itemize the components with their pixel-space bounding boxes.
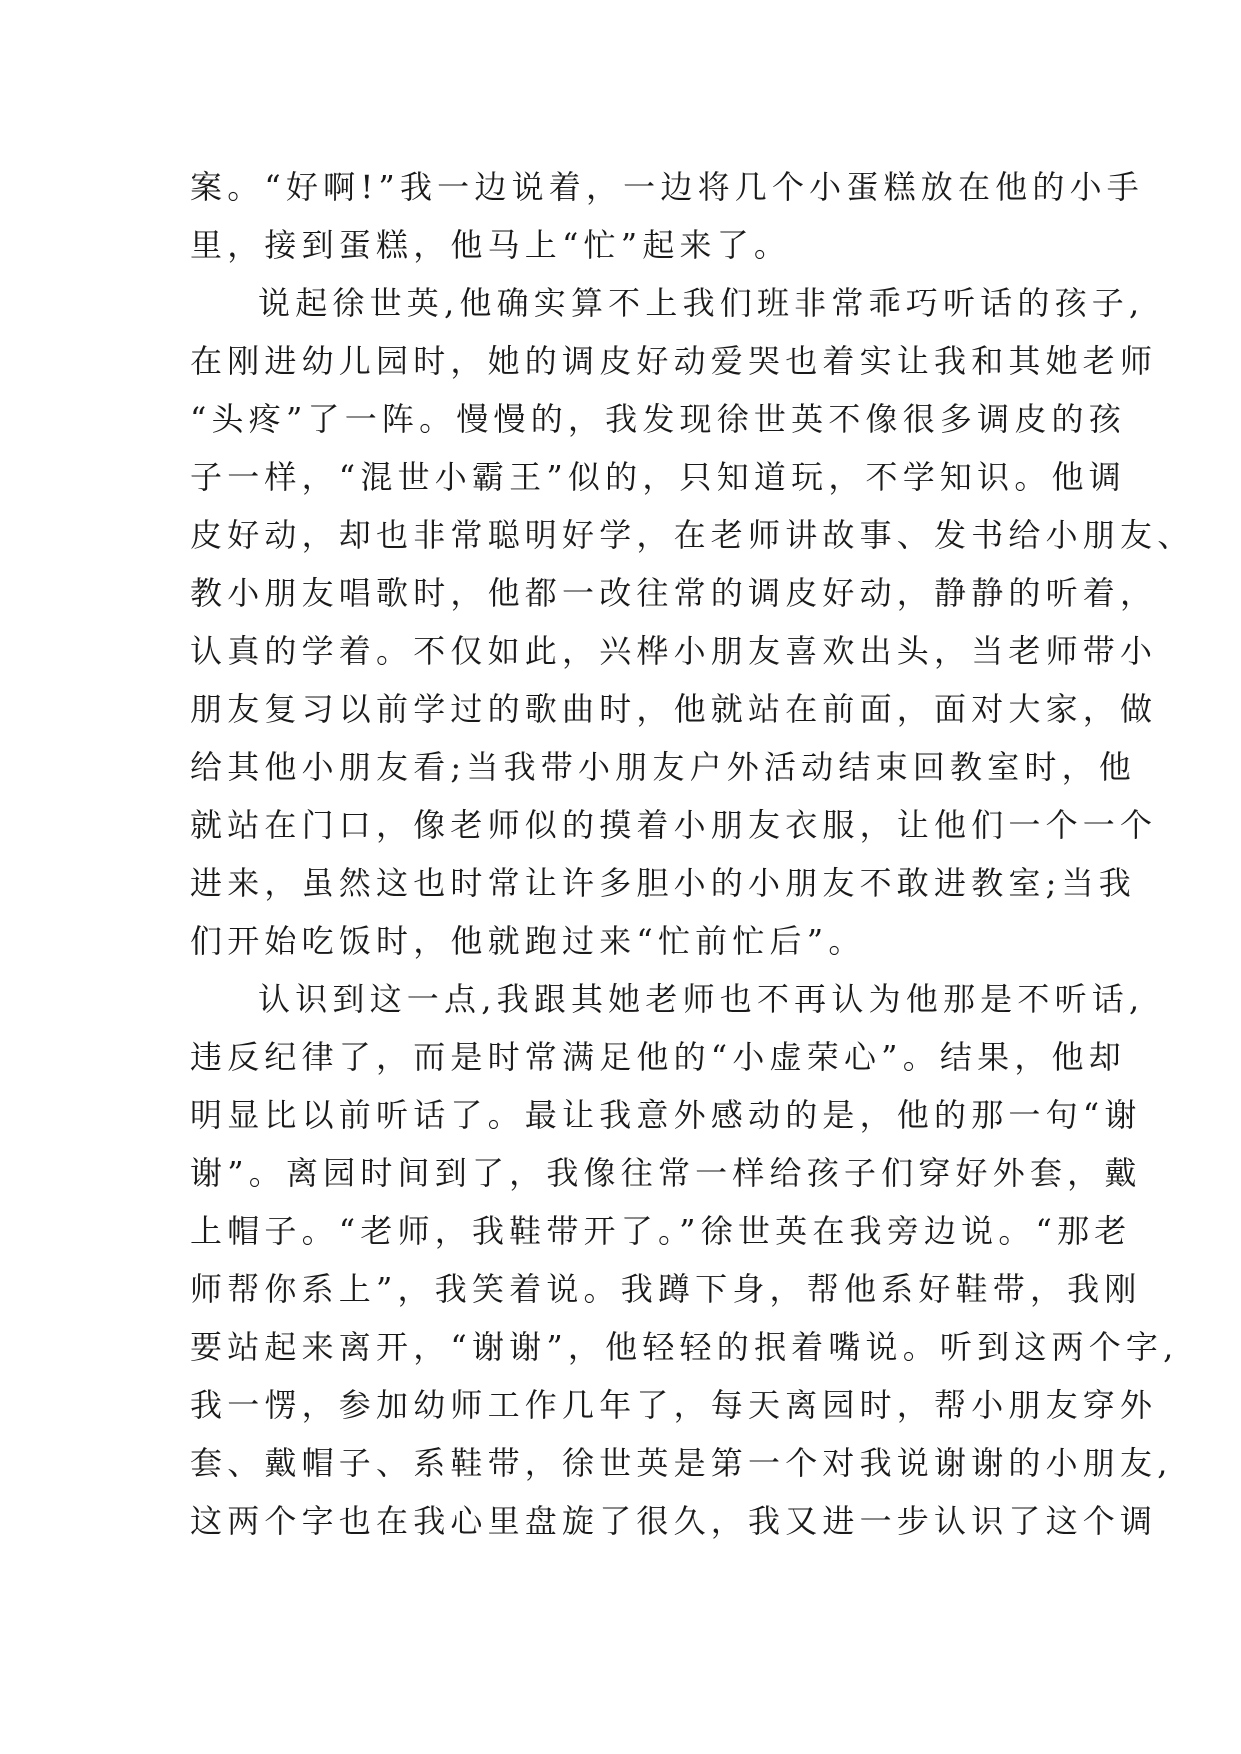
text-line: 明显比以前听话了。最让我意外感动的是，他的那一句“谢: [190, 1096, 1142, 1134]
paragraph-3: [190, 970, 1179, 1550]
paragraph-2: [190, 274, 1195, 970]
text-line: 这两个字也在我心里盘旋了很久，我又进一步认识了这个调: [190, 1502, 1158, 1540]
text-line: 我一愣，参加幼师工作几年了，每天离园时，帮小朋友穿外: [190, 1386, 1158, 1424]
text-line: 套、戴帽子、系鞋带，徐世英是第一个对我说谢谢的小朋友,: [190, 1444, 1173, 1482]
text-line: 要站起来离开，“谢谢”，他轻轻的抿着嘴说。听到这两个字,: [190, 1328, 1179, 1366]
text-line: 上帽子。“老师，我鞋带开了。”徐世英在我旁边说。“那老: [190, 1212, 1132, 1250]
text-line: 说起徐世英,他确实算不上我们班非常乖巧听话的孩子,: [258, 284, 1145, 322]
body-text: [190, 158, 1195, 1550]
text-line: 朋友复习以前学过的歌曲时，他就站在前面，面对大家，做: [190, 690, 1158, 728]
text-line: 认真的学着。不仅如此，兴桦小朋友喜欢出头，当老师带小: [190, 632, 1158, 670]
text-line: 在刚进幼儿园时，她的调皮好动爱哭也着实让我和其她老师: [190, 342, 1158, 380]
text-line: 案。“好啊!”我一边说着，一边将几个小蛋糕放在他的小手: [190, 168, 1144, 206]
text-line: 皮好动，却也非常聪明好学，在老师讲故事、发书给小朋友、: [190, 516, 1195, 554]
text-line: 子一样，“混世小霸王”似的，只知道玩，不学知识。他调: [190, 458, 1126, 496]
text-line: 认识到这一点,我跟其她老师也不再认为他那是不听话,: [258, 980, 1145, 1018]
text-line: 师帮你系上”，我笑着说。我蹲下身，帮他系好鞋带，我刚: [190, 1270, 1142, 1308]
text-line: 违反纪律了，而是时常满足他的“小虚荣心”。结果，他却: [190, 1038, 1126, 1076]
text-line: “头疼”了一阵。慢慢的，我发现徐世英不像很多调皮的孩: [190, 400, 1126, 438]
text-line: 给其他小朋友看;当我带小朋友户外活动结束回教室时，他: [190, 748, 1136, 786]
paragraph-1: [190, 158, 1144, 274]
text-line: 里，接到蛋糕，他马上“忙”起来了。: [190, 226, 792, 264]
text-line: 就站在门口，像老师似的摸着小朋友衣服，让他们一个一个: [190, 806, 1158, 844]
text-line: 进来，虽然这也时常让许多胆小的小朋友不敢进教室;当我: [190, 864, 1136, 902]
text-line: 教小朋友唱歌时，他都一改往常的调皮好动，静静的听着，: [190, 574, 1158, 612]
text-line: 谢”。离园时间到了，我像往常一样给孩子们穿好外套，戴: [190, 1154, 1142, 1192]
text-line: 们开始吃饭时，他就跑过来“忙前忙后”。: [190, 922, 866, 960]
